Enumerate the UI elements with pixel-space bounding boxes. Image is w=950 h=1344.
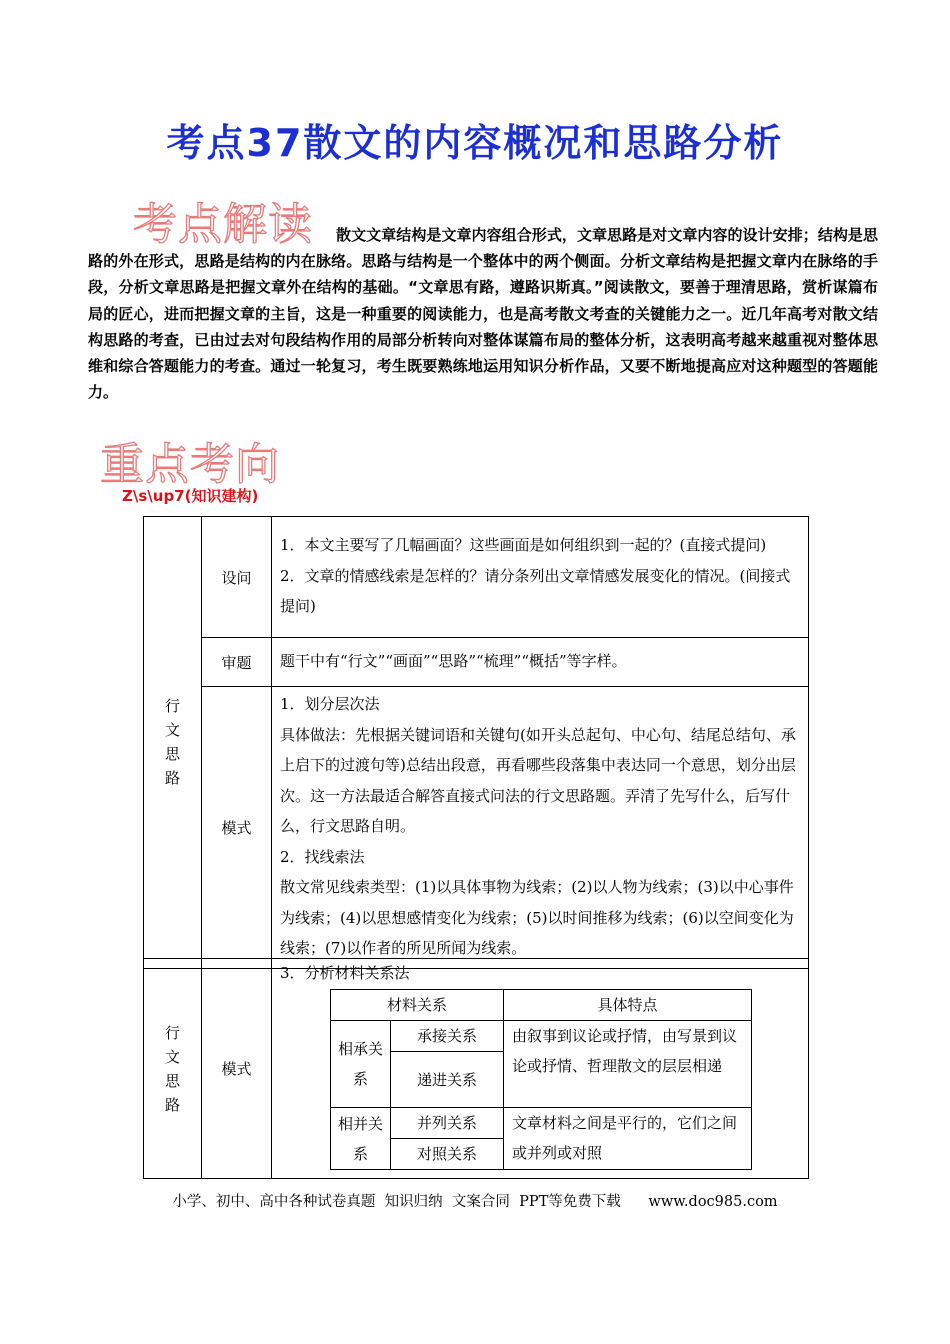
shewen-line: 2．文章的情感线索是怎样的？请分条列出文章情感发展变化的情况。(间接式提问): [280, 566, 791, 616]
moshi-line: 1．划分层次法: [280, 695, 380, 713]
relation-dijin: 递进关系: [391, 1052, 504, 1108]
desc-xiangbing: 文章材料之间是平行的，它们之间或并列或对照: [504, 1108, 752, 1170]
group-xiangcheng: 相承关系: [331, 1021, 391, 1108]
category-moshi-2: 模式: [202, 959, 272, 1179]
knowledge-table: [143, 516, 809, 969]
page-title: 考点37散文的内容概况和思路分析: [166, 121, 784, 165]
stamp-focus: 重点考向: [100, 439, 280, 490]
intro-paragraph: [88, 222, 878, 405]
shewen-line: 1．本文主要写了几幅画面？这些画面是如何组织到一起的？(直接式提问): [280, 536, 767, 555]
section-subhead: Z\s\up7(知识建构): [122, 487, 259, 505]
row-header-char: 文: [164, 1047, 180, 1066]
row-header-char: 行: [164, 1023, 180, 1042]
moshi-line: 具体做法：先根据关键词语和关键句(如开头总起句、中心句、结尾总结句、承上启下的过渡句等)总结出段意，再看哪些段落集中表达同一个意思，划分出层次。这一方法最适合解答直接式问法的行文思路题。弄清了先写什么，后写什么，行文思路自明。: [280, 725, 796, 835]
moshi-line: 散文常见线索类型：(1)以具体事物为线索；(2)以人物为线索；(3)以中心事件为线索；(4)以思想感情变化为线索；(5)以时间推移为线索；(6)以空间变化为线索；(7)以作者的所见所闻为线索。: [280, 878, 794, 957]
row-header-char: 思: [164, 1071, 180, 1090]
relation-chengjie: 承接关系: [391, 1021, 504, 1052]
moshi-content-2: [272, 959, 809, 1179]
group-xiangbing: 相并关系: [331, 1108, 391, 1170]
stamp-interpretation: 考点解读: [133, 199, 313, 250]
row-header-cell: [144, 959, 202, 1179]
intro-text: 散文文章结构是文章内容组合形式，文章思路是对文章内容的设计安排；结构是思路的外在形式，思路是结构的内在脉络。思路与结构是一个整体中的两个侧面。分析文章结构是把握文章内在脉络的手段，分析文章思路是把握文章外在结构的基础。“文章思有路，遵路识斯真。”阅读散文，要善于理清思路，赏析谋篇布局的匠心，进而把握文章的主旨，这是一种重要的阅读能力，也是高考散文考查的关键能力之一。近几年高考对散文结构思路的考查，已由过去对句段结构作用的局部分析转向对整体谋篇布局的整体分析，这表明高考越来越重视对整体思维和综合答题能力的考查。通过一轮复习，考生既要熟练地运用知识分析作品，又要不断地提高应对这种题型的答题能力。: [88, 226, 878, 402]
method-heading: 3．分析材料关系法: [280, 964, 410, 982]
row-header-cell: [144, 517, 202, 969]
row-header-char: 思: [164, 745, 180, 764]
moshi-content: [272, 687, 809, 969]
row-header-char: 行: [164, 697, 180, 716]
header-relation: 材料关系: [331, 990, 504, 1021]
row-header-char: 路: [164, 1095, 180, 1114]
shewen-content: [272, 517, 809, 638]
shenti-content: 题干中有“行文”“画面”“思路”“梳理”“概括”等字样。: [272, 638, 809, 687]
category-moshi: 模式: [202, 687, 272, 969]
relation-binglie: 并列关系: [391, 1108, 504, 1139]
relation-inner-table: [330, 989, 752, 1170]
moshi-line: 2．找线索法: [280, 847, 365, 866]
header-feature: 具体特点: [504, 990, 752, 1021]
row-header-char: 路: [164, 769, 180, 788]
category-shenti: 审题: [202, 638, 272, 687]
category-shewen: 设问: [202, 517, 272, 638]
desc-xiangcheng: 由叙事到议论或抒情，由写景到议论或抒情、哲理散文的层层相递: [504, 1021, 752, 1108]
row-header-char: 文: [164, 721, 180, 740]
page-footer: 小学、初中、高中各种试卷真题 知识归纳 文案合同 PPT等免费下载 www.doc985.com: [172, 1194, 778, 1210]
material-relation-table: [143, 958, 809, 1179]
relation-duizhao: 对照关系: [391, 1139, 504, 1170]
